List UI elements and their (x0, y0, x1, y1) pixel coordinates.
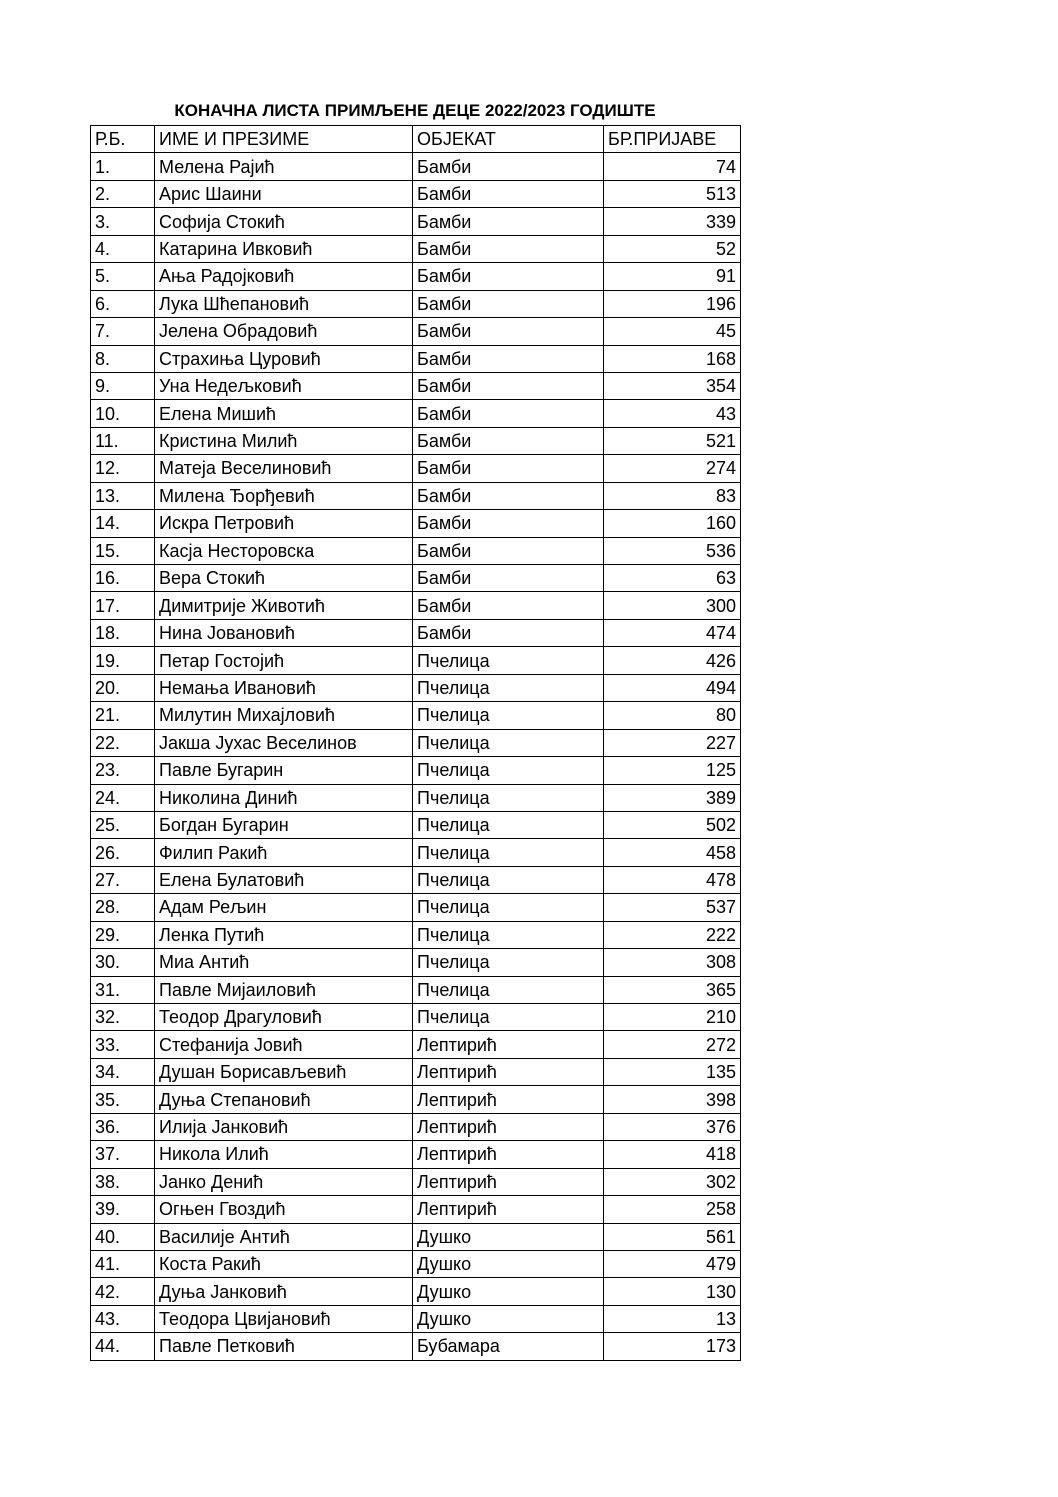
table-row (91, 1305, 741, 1332)
cell-facility: Пчелица (413, 729, 604, 756)
cell-application-number: 258 (604, 1196, 741, 1223)
cell-number: 16. (91, 565, 155, 592)
cell-facility: Пчелица (413, 976, 604, 1003)
cell-application-number: 74 (604, 153, 741, 180)
table-row (91, 263, 741, 290)
cell-name: Елена Булатовић (155, 866, 413, 893)
table-header-row (91, 126, 741, 153)
cell-number: 25. (91, 811, 155, 838)
cell-number: 26. (91, 839, 155, 866)
table-row (91, 811, 741, 838)
cell-application-number: 479 (604, 1250, 741, 1277)
cell-number: 22. (91, 729, 155, 756)
cell-number: 11. (91, 427, 155, 454)
cell-name: Душан Борисављевић (155, 1058, 413, 1085)
cell-number: 31. (91, 976, 155, 1003)
cell-name: Василије Антић (155, 1223, 413, 1250)
cell-application-number: 561 (604, 1223, 741, 1250)
table-row (91, 345, 741, 372)
cell-facility: Пчелица (413, 1004, 604, 1031)
table-row (91, 1058, 741, 1085)
cell-application-number: 135 (604, 1058, 741, 1085)
cell-facility: Бамби (413, 235, 604, 262)
cell-facility: Пчелица (413, 949, 604, 976)
cell-facility: Душко (413, 1278, 604, 1305)
cell-facility: Бамби (413, 290, 604, 317)
table-row (91, 1250, 741, 1277)
cell-name: Димитрије Животић (155, 592, 413, 619)
cell-number: 17. (91, 592, 155, 619)
cell-application-number: 302 (604, 1168, 741, 1195)
cell-name: Павле Бугарин (155, 757, 413, 784)
cell-application-number: 398 (604, 1086, 741, 1113)
cell-name: Дуња Степановић (155, 1086, 413, 1113)
cell-name: Страхиња Цуровић (155, 345, 413, 372)
cell-number: 20. (91, 674, 155, 701)
cell-application-number: 418 (604, 1141, 741, 1168)
cell-facility: Бамби (413, 318, 604, 345)
table-row (91, 619, 741, 646)
cell-application-number: 521 (604, 427, 741, 454)
cell-number: 13. (91, 482, 155, 509)
table-row (91, 1086, 741, 1113)
cell-name: Петар Гостојић (155, 647, 413, 674)
cell-application-number: 494 (604, 674, 741, 701)
cell-application-number: 537 (604, 894, 741, 921)
table-row (91, 537, 741, 564)
cell-name: Павле Мијаиловић (155, 976, 413, 1003)
cell-application-number: 160 (604, 510, 741, 537)
cell-application-number: 354 (604, 372, 741, 399)
cell-name: Миа Антић (155, 949, 413, 976)
column-header-name: ИМЕ И ПРЕЗИМЕ (155, 126, 413, 153)
cell-facility: Бамби (413, 619, 604, 646)
cell-name: Павле Петковић (155, 1333, 413, 1360)
cell-facility: Душко (413, 1305, 604, 1332)
table-row (91, 894, 741, 921)
cell-facility: Лептирић (413, 1086, 604, 1113)
cell-number: 4. (91, 235, 155, 262)
cell-number: 40. (91, 1223, 155, 1250)
cell-application-number: 83 (604, 482, 741, 509)
cell-facility: Бамби (413, 153, 604, 180)
cell-number: 3. (91, 208, 155, 235)
cell-application-number: 426 (604, 647, 741, 674)
cell-facility: Бамби (413, 510, 604, 537)
table-row (91, 318, 741, 345)
cell-number: 24. (91, 784, 155, 811)
table-row (91, 1031, 741, 1058)
admission-table (90, 125, 741, 1361)
cell-facility: Бамби (413, 208, 604, 235)
cell-number: 7. (91, 318, 155, 345)
cell-number: 6. (91, 290, 155, 317)
table-row (91, 729, 741, 756)
cell-application-number: 210 (604, 1004, 741, 1031)
cell-name: Матеја Веселиновић (155, 455, 413, 482)
cell-facility: Бубамара (413, 1333, 604, 1360)
cell-application-number: 478 (604, 866, 741, 893)
cell-application-number: 63 (604, 565, 741, 592)
table-row (91, 592, 741, 619)
cell-name: Уна Недељковић (155, 372, 413, 399)
cell-number: 2. (91, 180, 155, 207)
cell-number: 14. (91, 510, 155, 537)
cell-number: 10. (91, 400, 155, 427)
cell-facility: Бамби (413, 345, 604, 372)
cell-facility: Бамби (413, 372, 604, 399)
cell-facility: Бамби (413, 427, 604, 454)
cell-number: 27. (91, 866, 155, 893)
cell-facility: Лептирић (413, 1031, 604, 1058)
table-row (91, 1333, 741, 1360)
cell-number: 36. (91, 1113, 155, 1140)
cell-name: Огњен Гвоздић (155, 1196, 413, 1223)
cell-facility: Пчелица (413, 921, 604, 948)
cell-facility: Бамби (413, 400, 604, 427)
table-row (91, 427, 741, 454)
table-row (91, 565, 741, 592)
cell-application-number: 196 (604, 290, 741, 317)
cell-application-number: 168 (604, 345, 741, 372)
cell-name: Нина Јовановић (155, 619, 413, 646)
cell-name: Јакша Јухас Веселинов (155, 729, 413, 756)
cell-number: 41. (91, 1250, 155, 1277)
cell-number: 18. (91, 619, 155, 646)
cell-application-number: 389 (604, 784, 741, 811)
table-row (91, 757, 741, 784)
cell-number: 12. (91, 455, 155, 482)
cell-name: Богдан Бугарин (155, 811, 413, 838)
cell-facility: Пчелица (413, 784, 604, 811)
cell-name: Милутин Михајловић (155, 702, 413, 729)
column-header-facility: ОБЈЕКАТ (413, 126, 604, 153)
cell-application-number: 222 (604, 921, 741, 948)
cell-application-number: 308 (604, 949, 741, 976)
table-row (91, 839, 741, 866)
cell-application-number: 227 (604, 729, 741, 756)
table-row (91, 235, 741, 262)
cell-number: 5. (91, 263, 155, 290)
cell-number: 19. (91, 647, 155, 674)
cell-name: Катарина Ивковић (155, 235, 413, 262)
cell-number: 9. (91, 372, 155, 399)
cell-number: 35. (91, 1086, 155, 1113)
table-row (91, 949, 741, 976)
table-row (91, 455, 741, 482)
table-row (91, 372, 741, 399)
table-row (91, 866, 741, 893)
cell-facility: Лептирић (413, 1168, 604, 1195)
cell-application-number: 91 (604, 263, 741, 290)
cell-number: 8. (91, 345, 155, 372)
cell-name: Јанко Денић (155, 1168, 413, 1195)
cell-name: Милена Ђорђевић (155, 482, 413, 509)
cell-name: Коста Ракић (155, 1250, 413, 1277)
column-header-number: Р.Б. (91, 126, 155, 153)
cell-facility: Лептирић (413, 1058, 604, 1085)
cell-facility: Пчелица (413, 702, 604, 729)
cell-number: 39. (91, 1196, 155, 1223)
table-row (91, 784, 741, 811)
table-row (91, 1004, 741, 1031)
cell-number: 21. (91, 702, 155, 729)
cell-application-number: 274 (604, 455, 741, 482)
cell-facility: Лептирић (413, 1196, 604, 1223)
table-row (91, 702, 741, 729)
cell-number: 23. (91, 757, 155, 784)
cell-name: Дуња Јанковић (155, 1278, 413, 1305)
table-row (91, 674, 741, 701)
cell-facility: Пчелица (413, 674, 604, 701)
table-row (91, 1223, 741, 1250)
cell-name: Ленка Путић (155, 921, 413, 948)
cell-facility: Бамби (413, 263, 604, 290)
cell-application-number: 173 (604, 1333, 741, 1360)
cell-facility: Бамби (413, 592, 604, 619)
cell-facility: Пчелица (413, 757, 604, 784)
cell-name: Теодор Драгуловић (155, 1004, 413, 1031)
cell-number: 28. (91, 894, 155, 921)
table-row (91, 921, 741, 948)
cell-application-number: 536 (604, 537, 741, 564)
cell-name: Никола Илић (155, 1141, 413, 1168)
cell-application-number: 513 (604, 180, 741, 207)
cell-number: 1. (91, 153, 155, 180)
cell-number: 33. (91, 1031, 155, 1058)
cell-facility: Лептирић (413, 1141, 604, 1168)
table-body (91, 153, 741, 1360)
cell-name: Ања Радојковић (155, 263, 413, 290)
cell-name: Искра Петровић (155, 510, 413, 537)
table-row (91, 153, 741, 180)
table-row (91, 1141, 741, 1168)
table-row (91, 1168, 741, 1195)
cell-name: Филип Ракић (155, 839, 413, 866)
cell-facility: Пчелица (413, 647, 604, 674)
cell-facility: Бамби (413, 537, 604, 564)
cell-number: 44. (91, 1333, 155, 1360)
cell-number: 15. (91, 537, 155, 564)
cell-application-number: 339 (604, 208, 741, 235)
table-row (91, 1278, 741, 1305)
table-row (91, 400, 741, 427)
cell-number: 34. (91, 1058, 155, 1085)
cell-name: Стефанија Јовић (155, 1031, 413, 1058)
table-row (91, 208, 741, 235)
cell-number: 29. (91, 921, 155, 948)
cell-name: Лука Шћепановић (155, 290, 413, 317)
cell-application-number: 458 (604, 839, 741, 866)
cell-application-number: 272 (604, 1031, 741, 1058)
cell-name: Јелена Обрадовић (155, 318, 413, 345)
column-header-application-number: БР.ПРИЈАВЕ (604, 126, 741, 153)
cell-application-number: 376 (604, 1113, 741, 1140)
cell-application-number: 130 (604, 1278, 741, 1305)
table-row (91, 647, 741, 674)
cell-application-number: 365 (604, 976, 741, 1003)
cell-application-number: 300 (604, 592, 741, 619)
cell-name: Илија Јанковић (155, 1113, 413, 1140)
cell-number: 43. (91, 1305, 155, 1332)
table-row (91, 1113, 741, 1140)
cell-name: Теодора Цвијановић (155, 1305, 413, 1332)
cell-name: Кристина Милић (155, 427, 413, 454)
table-row (91, 290, 741, 317)
cell-application-number: 474 (604, 619, 741, 646)
cell-facility: Пчелица (413, 839, 604, 866)
cell-facility: Лептирић (413, 1113, 604, 1140)
document-title: КОНАЧНА ЛИСТА ПРИМЉЕНЕ ДЕЦЕ 2022/2023 ГОДИШТЕ (174, 101, 656, 120)
cell-name: Софија Стокић (155, 208, 413, 235)
cell-facility: Душко (413, 1250, 604, 1277)
cell-facility: Бамби (413, 455, 604, 482)
cell-application-number: 45 (604, 318, 741, 345)
cell-number: 30. (91, 949, 155, 976)
cell-facility: Пчелица (413, 866, 604, 893)
table-row (91, 510, 741, 537)
table-row (91, 976, 741, 1003)
table-row (91, 180, 741, 207)
cell-facility: Душко (413, 1223, 604, 1250)
cell-name: Касја Несторовска (155, 537, 413, 564)
cell-name: Елена Мишић (155, 400, 413, 427)
cell-name: Арис Шаини (155, 180, 413, 207)
cell-number: 42. (91, 1278, 155, 1305)
cell-application-number: 13 (604, 1305, 741, 1332)
cell-application-number: 125 (604, 757, 741, 784)
table-row (91, 1196, 741, 1223)
cell-number: 37. (91, 1141, 155, 1168)
cell-application-number: 43 (604, 400, 741, 427)
cell-application-number: 502 (604, 811, 741, 838)
cell-name: Немања Ивановић (155, 674, 413, 701)
cell-facility: Бамби (413, 565, 604, 592)
cell-facility: Пчелица (413, 811, 604, 838)
cell-facility: Пчелица (413, 894, 604, 921)
cell-name: Вера Стокић (155, 565, 413, 592)
cell-application-number: 52 (604, 235, 741, 262)
cell-number: 38. (91, 1168, 155, 1195)
cell-facility: Бамби (413, 482, 604, 509)
cell-application-number: 80 (604, 702, 741, 729)
cell-name: Мелена Рајић (155, 153, 413, 180)
cell-facility: Бамби (413, 180, 604, 207)
cell-number: 32. (91, 1004, 155, 1031)
cell-name: Николина Динић (155, 784, 413, 811)
table-row (91, 482, 741, 509)
cell-name: Адам Рељин (155, 894, 413, 921)
